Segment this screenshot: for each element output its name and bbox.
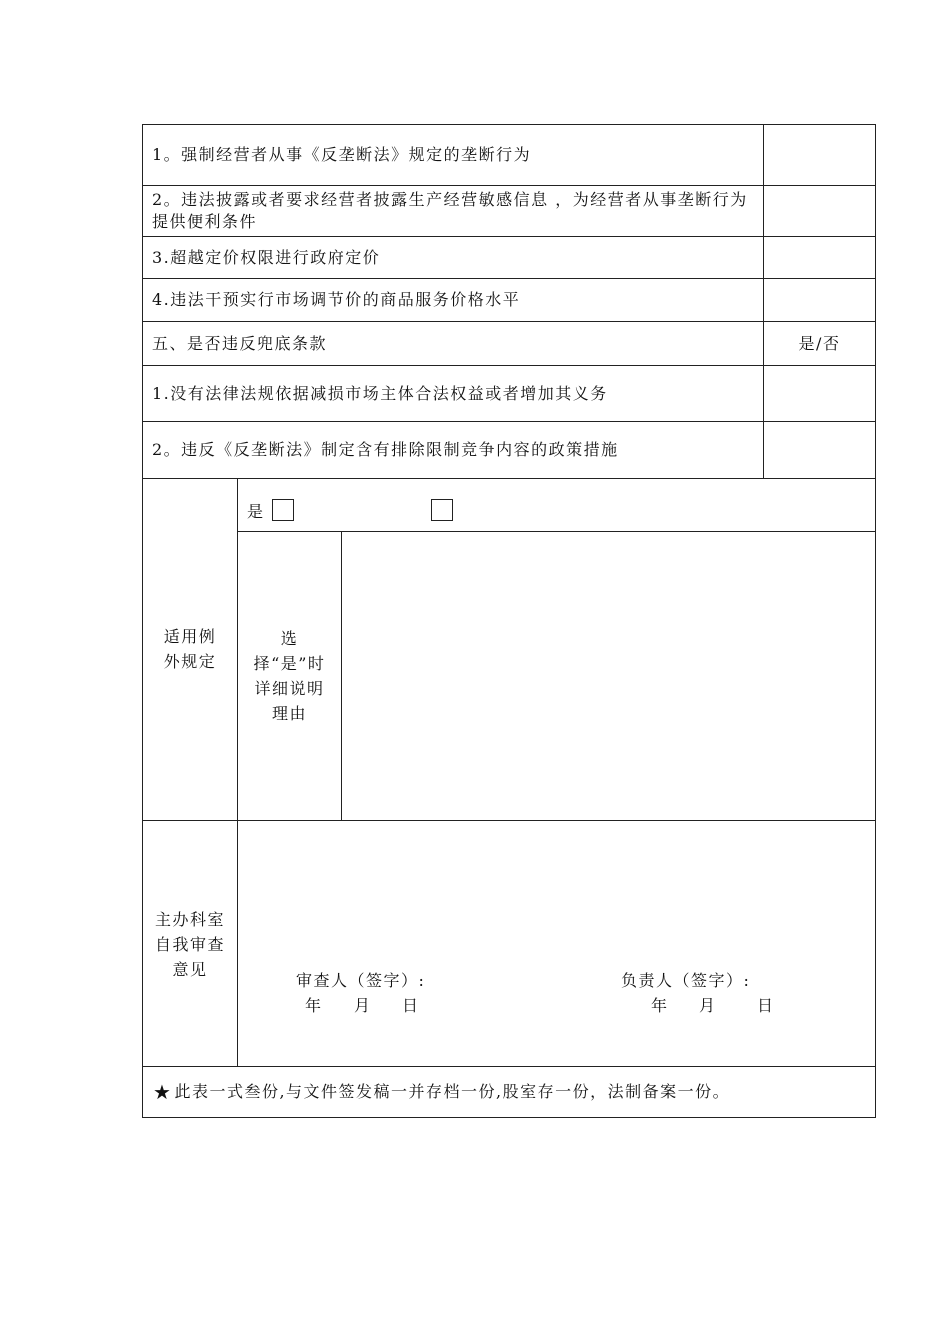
item-answer-cell[interactable]	[763, 125, 875, 185]
section-title: 五、是否违反兜底条款	[152, 333, 328, 353]
exception-label: 适用例外规定	[163, 627, 217, 671]
exception-section	[143, 479, 875, 821]
yes-label: 是	[247, 502, 265, 521]
item-text: 4.违法干预实行市场调节价的商品服务价格水平	[152, 290, 521, 309]
item-text: 1。强制经营者从事《反垄断法》规定的垄断行为	[152, 145, 532, 164]
reviewer-year: 年	[305, 996, 323, 1015]
no-checkbox[interactable]	[431, 499, 453, 521]
table-row	[143, 237, 875, 279]
footer-note	[153, 1067, 730, 1117]
reason-label: 选择“是”时详细说明理由	[253, 629, 326, 723]
footer-note-row	[143, 1067, 875, 1117]
footer-text: 此表一式叁份,与文件签发稿一并存档一份,股室存一份，法制备案一份。	[174, 1082, 731, 1101]
item-text: 2。违法披露或者要求经营者披露生产经营敏感信息 ，为经营者从事垄断行为提供便利条件	[152, 190, 748, 231]
table-row	[143, 366, 875, 422]
reviewer-month: 月	[354, 996, 372, 1015]
item-text: 2。违反《反垄断法》制定含有排除限制竞争内容的政策措施	[152, 440, 619, 459]
reviewer-signature-label: 审查人（签字）:	[296, 971, 426, 990]
item-text: 1.没有法律法规依据减损市场主体合法权益或者增加其义务	[152, 383, 608, 403]
table-row	[143, 125, 875, 186]
responsible-signature-label: 负责人（签字）:	[621, 971, 751, 990]
item-answer-cell[interactable]	[763, 279, 875, 321]
item-text: 3.超越定价权限进行政府定价	[152, 247, 381, 267]
reason-text-area[interactable]	[342, 532, 875, 820]
item-answer-cell[interactable]	[763, 366, 875, 421]
item-answer-cell[interactable]	[763, 237, 875, 278]
table-row	[143, 422, 875, 479]
review-section	[143, 821, 875, 1067]
yes-no-header: 是/否	[763, 322, 875, 365]
responsible-month: 月	[699, 996, 717, 1015]
table-row	[143, 279, 875, 322]
item-answer-cell[interactable]	[763, 186, 875, 236]
responsible-day: 日	[757, 996, 775, 1015]
item-answer-cell[interactable]	[763, 422, 875, 478]
table-row	[143, 186, 875, 237]
star-icon: ★	[153, 1080, 173, 1104]
responsible-year: 年	[651, 996, 669, 1015]
yes-checkbox[interactable]	[272, 499, 294, 521]
section-header-row	[143, 322, 875, 366]
review-label: 主办科室自我审查意见	[154, 910, 225, 979]
review-form-table	[142, 124, 876, 1118]
reviewer-day: 日	[402, 996, 420, 1015]
